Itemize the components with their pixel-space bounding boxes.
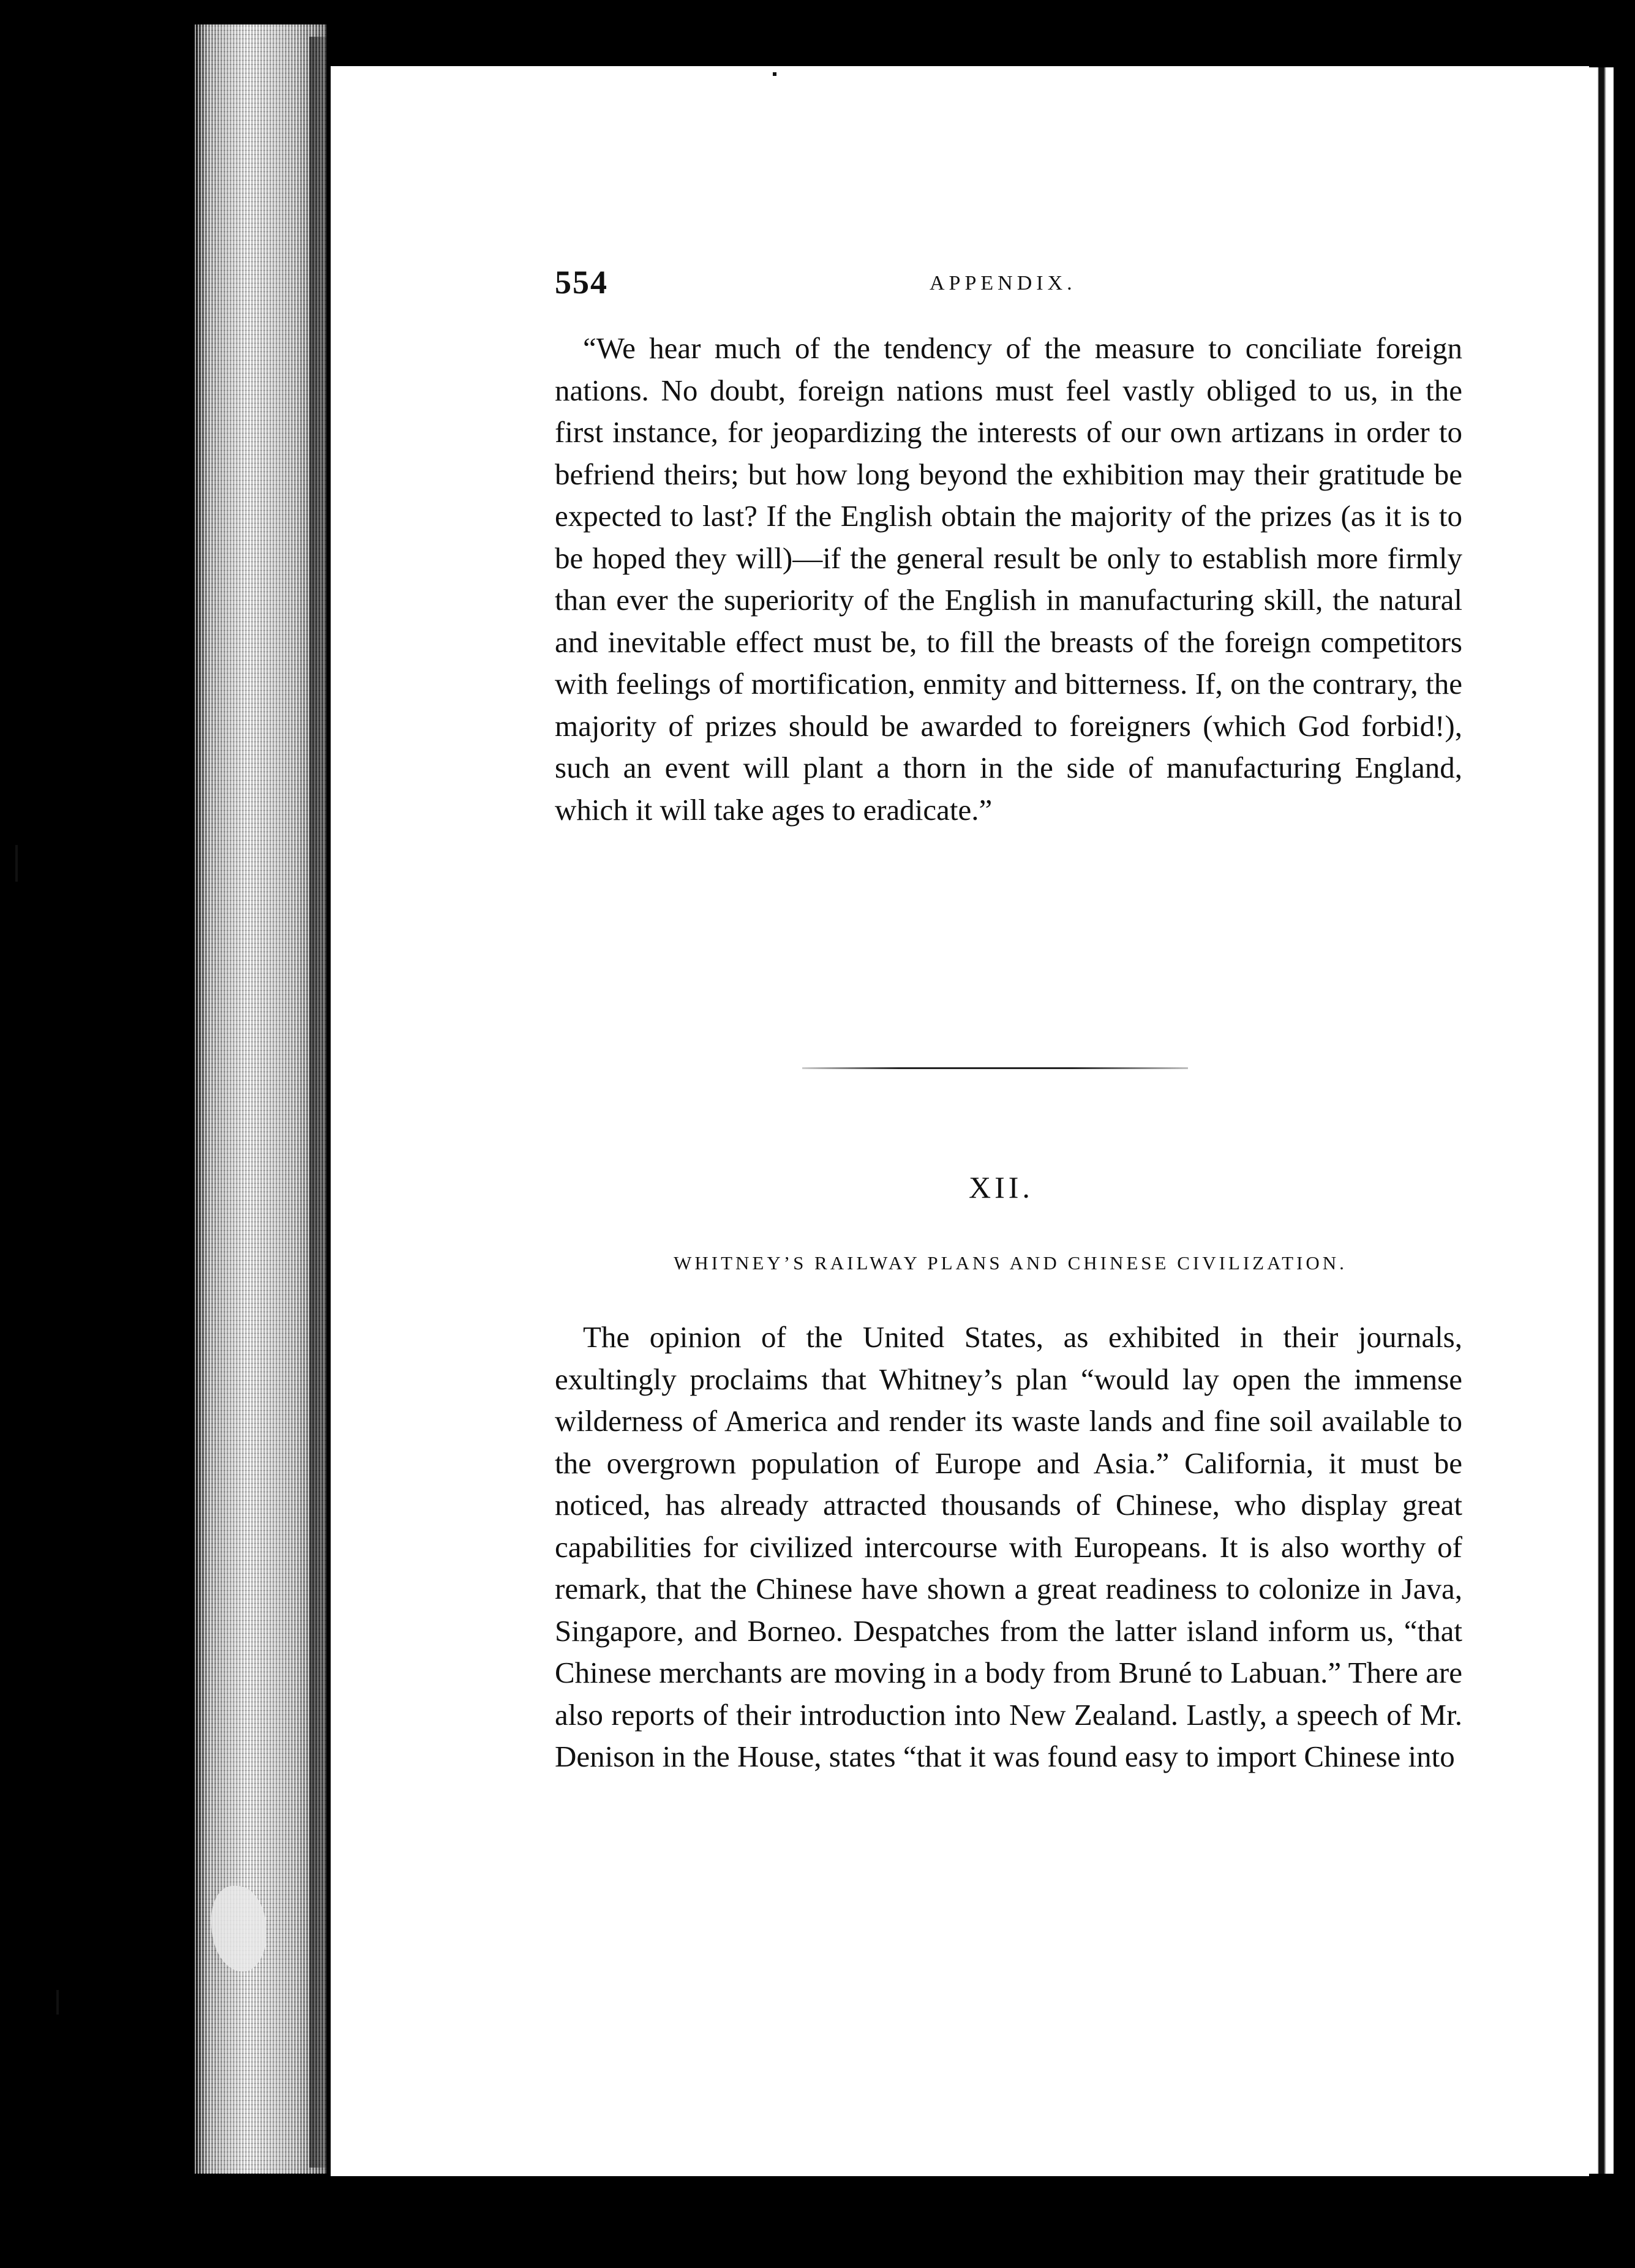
section-title: WHITNEY’S RAILWAY PLANS AND CHINESE CIVILIZATION. (674, 1252, 1347, 1274)
page-number: 554 (555, 264, 608, 301)
section-number: XII. (969, 1170, 1034, 1204)
book-page-edge (195, 24, 326, 2174)
page-edge-shadow (309, 37, 334, 2168)
quoted-paragraph (555, 328, 1462, 831)
section-body (555, 1316, 1462, 1778)
margin-mark (56, 1990, 59, 2015)
next-page-edge (1589, 67, 1614, 2174)
section-body-paragraph: The opinion of the United States, as exhibited in their journals, exultingly proclaims that Whitney’s plan “would lay open the immense wilderness of America and render its waste lands and fine soil available to the overgrown population of Europe and Asia.” California, it must be noticed, has already attracted thousands of Chinese, who display great capabilities for civilized intercourse with Europeans. It is also worthy of remark, that the Chinese have shown a great readiness to colonize in Java, Singapore, and Borneo. Despatches from the latter island inform us, “that Chinese merchants are moving in a body from Bruné to Labuan.” There are also reports of their introduction into New Zealand. Lastly, a speech of Mr. Denison in the House, states “that it was found easy to import Chinese into (555, 1320, 1462, 1773)
margin-mark (15, 845, 18, 882)
page-header (555, 263, 1462, 300)
quote-text: “We hear much of the tendency of the measure to conciliate foreign nations. No doubt, foreign nations must feel vastly obliged to us, in the first instance, for jeopardizing the interests of our own artizans in order to befriend theirs; but how long beyond the exhibition may their gratitude be expected to last? If the English obtain the majority of the prizes (as it is to be hoped they will)—if the general result be only to establish more firmly than ever the superiority of the English in manufacturing skill, the natural and inevitable effect must be, to fill the breasts of the foreign competitors with feelings of mortification, enmity and bitterness. If, on the contrary, the majority of prizes should be awarded to foreigners (which God forbid!), such an event will plant a thorn in the side of manufacturing England, which it will take ages to eradicate.” (555, 331, 1462, 827)
running-head: APPENDIX. (930, 272, 1077, 295)
section-divider-rule (802, 1067, 1188, 1069)
margin-mark (773, 72, 776, 76)
